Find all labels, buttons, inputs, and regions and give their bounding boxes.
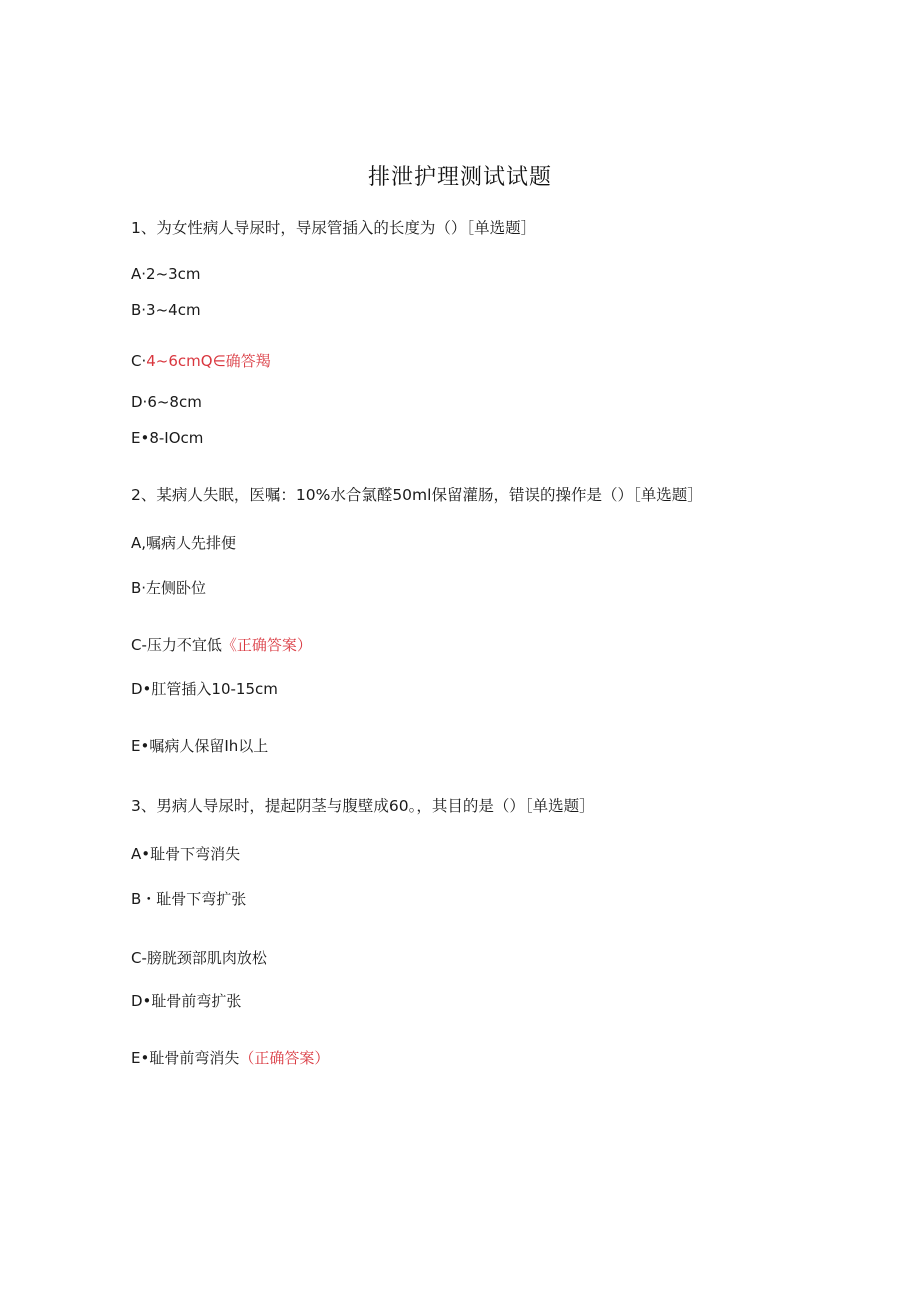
question-1: 1、为女性病人导尿时，导尿管插入的长度为（）［单选题］ [131, 219, 537, 237]
q2-option-e: E•嘱病人保留Ih以上 [131, 737, 269, 755]
q2-option-b: B·左侧卧位 [131, 579, 207, 597]
q2-option-d: D•肛管插入10-15cm [131, 680, 278, 698]
q3-option-c: C-膀胱颈部肌肉放松 [131, 949, 267, 967]
q1-option-d: D·6~8cm [131, 393, 202, 411]
q1-option-b: B·3~4cm [131, 301, 201, 319]
q1-option-c [131, 351, 271, 371]
q2-option-c [131, 635, 312, 655]
q3-option-b: B・耻骨下弯扩张 [131, 890, 247, 908]
q1-option-a: A·2~3cm [131, 265, 201, 283]
q2-correct-answer-mark: 《正确答案） [221, 636, 312, 654]
q1-option-e: E•8-IOcm [131, 429, 204, 447]
q3-option-e-label: E•耻骨前弯消失 [131, 1049, 240, 1067]
q3-correct-answer-mark: （正确答案） [239, 1049, 330, 1067]
q2-option-a: A,嘱病人先排便 [131, 534, 237, 552]
question-3: 3、男病人导尿时，提起阴茎与腹壁成60。，其目的是（）［单选题］ [131, 797, 595, 815]
q1-option-c-label: C· [131, 352, 147, 370]
question-2: 2、某病人失眠，医嘱：10%水合氯醛50ml保留灌肠，错误的操作是（）［单选题］ [131, 486, 703, 504]
q3-option-a: A•耻骨下弯消失 [131, 845, 241, 863]
q2-option-c-label: C-压力不宜低 [131, 636, 222, 654]
q3-option-d: D•耻骨前弯扩张 [131, 992, 242, 1010]
q1-correct-answer-mark: 4~6cmQ∈确答羯 [146, 352, 271, 370]
q3-option-e [131, 1048, 329, 1068]
page-title: 排泄护理测试试题 [367, 165, 552, 190]
